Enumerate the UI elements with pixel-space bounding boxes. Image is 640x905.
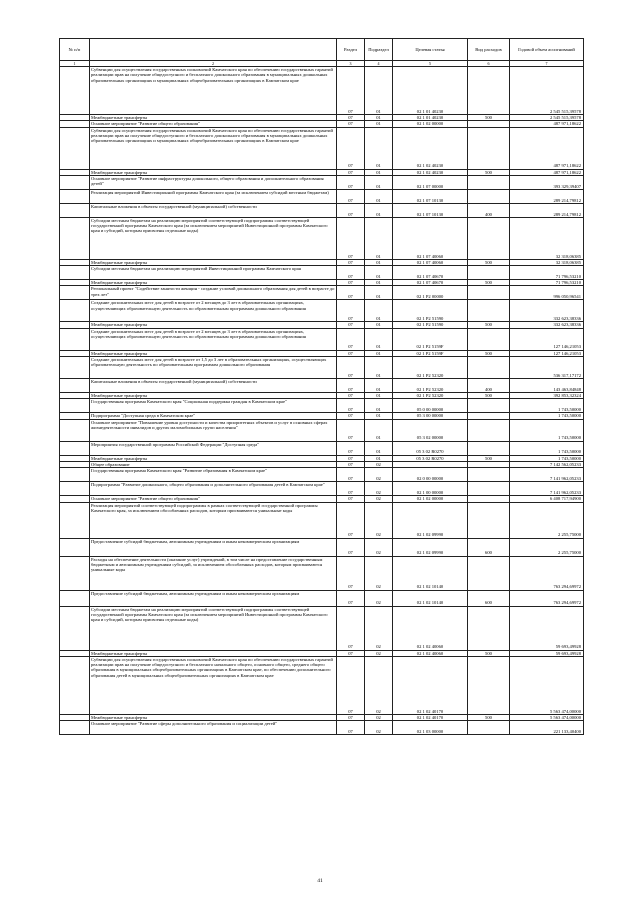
row-target-article: 02 1 07 10130: [393, 203, 468, 217]
row-expense-type: 500: [468, 393, 510, 399]
row-name: Межбюджетные трансферты: [90, 169, 337, 175]
row-expense-type: [468, 286, 510, 300]
row-amount: 1 743,50000: [510, 413, 584, 419]
row-expense-type: [468, 217, 510, 259]
table-row: [60, 266, 584, 280]
row-subsection: 01: [365, 121, 393, 127]
row-name: Межбюджетные трансферты: [90, 350, 337, 356]
header-row: [60, 39, 584, 61]
row-target-article: 02 1 07 40060: [393, 259, 468, 265]
row-expense-type: [468, 721, 510, 735]
row-amount: 7 141 962,05233: [510, 482, 584, 496]
table-row: [60, 419, 584, 441]
row-expense-type: [468, 357, 510, 379]
row-subsection: 02: [365, 590, 393, 606]
row-subsection: 02: [365, 461, 393, 467]
row-subsection: 01: [365, 300, 393, 322]
row-name: Общее образование: [90, 461, 337, 467]
row-expense-type: 500: [468, 259, 510, 265]
row-amount: 1 743,50000: [510, 441, 584, 455]
row-target-article: 05 3 02 00000: [393, 419, 468, 441]
row-target-article: 02 1 07 40060: [393, 217, 468, 259]
row-name: Создание дополнительных мест для детей в возрасте от 2 месяцев до 3 лет в образовательных организациях, осуществляющих образовательную деятельность по образовательным программам дошкольного образования: [90, 328, 337, 350]
row-amount: 71 796,53210: [510, 266, 584, 280]
row-target-article: 02 1 P2 51590: [393, 300, 468, 322]
row-subsection: 01: [365, 393, 393, 399]
row-section: 07: [337, 300, 365, 322]
row-name: Создание дополнительных мест для детей в возрасте от 1,5 до 3 лет в образовательных организациях, осуществляющих образовательную деятельность по образовательным программам дошкольного образования: [90, 357, 337, 379]
row-amount: 289 214,79812: [510, 189, 584, 203]
row-name: Мероприятия государственной программы Российской Федерации "Доступная среда": [90, 441, 337, 455]
table-row: [60, 379, 584, 393]
row-amount: 763 294,69972: [510, 556, 584, 590]
row-expense-type: 500: [468, 322, 510, 328]
row-subsection: 02: [365, 556, 393, 590]
row-name: Межбюджетные трансферты: [90, 259, 337, 265]
row-name: Создание дополнительных мест для детей в возрасте от 2 месяцев до 3 лет в образовательных организациях, осуществляющих образовательную деятельность по образовательным программам дошкольного образования: [90, 300, 337, 322]
row-target-article: 02 1 02 10140: [393, 556, 468, 590]
row-section: 07: [337, 379, 365, 393]
row-section: 07: [337, 259, 365, 265]
row-expense-type: [468, 419, 510, 441]
table-row: [60, 217, 584, 259]
row-name: Межбюджетные трансферты: [90, 455, 337, 461]
table-row: [60, 606, 584, 650]
row-expense-type: [468, 606, 510, 650]
row-subsection: 01: [365, 322, 393, 328]
row-number: [60, 721, 90, 735]
header-target-article: Целевая статья: [393, 39, 468, 61]
row-name: Реализация мероприятий Инвестиционной программы Камчатского края (за исключением субсидий местным бюджетам): [90, 189, 337, 203]
row-target-article: 02 1 02 40170: [393, 714, 468, 720]
table-row: [60, 502, 584, 538]
row-target-article: 02 1 07 10130: [393, 189, 468, 203]
row-subsection: 01: [365, 379, 393, 393]
row-name: Государственная программа Камчатского края "Социальная поддержка граждан в Камчатском крае": [90, 399, 337, 413]
row-subsection: 02: [365, 496, 393, 502]
row-subsection: 02: [365, 650, 393, 656]
row-amount: 2 255,75000: [510, 502, 584, 538]
row-name: Основное мероприятие "Повышение уровня доступности и качества приоритетных объектов и услуг в основных сферах жизнедеятельности инвалидов и других маломобильных групп населения": [90, 419, 337, 441]
row-number: [60, 556, 90, 590]
row-subsection: 01: [365, 328, 393, 350]
row-section: 07: [337, 606, 365, 650]
row-number: [60, 217, 90, 259]
row-number: [60, 67, 90, 115]
row-number: [60, 266, 90, 280]
row-expense-type: [468, 300, 510, 322]
row-section: 07: [337, 455, 365, 461]
row-number: [60, 175, 90, 189]
row-section: 07: [337, 67, 365, 115]
row-number: [60, 357, 90, 379]
row-subsection: 01: [365, 203, 393, 217]
row-section: 07: [337, 482, 365, 496]
row-subsection: 01: [365, 127, 393, 169]
row-amount: 487 971,18622: [510, 169, 584, 175]
row-target-article: 02 1 02 40230: [393, 169, 468, 175]
row-amount: 127 146,21053: [510, 328, 584, 350]
row-expense-type: [468, 556, 510, 590]
row-section: 07: [337, 441, 365, 455]
row-subsection: 02: [365, 482, 393, 496]
row-expense-type: [468, 266, 510, 280]
row-name: Субвенции для осуществления государственных полномочий Камчатского края по обеспечению государственных гарантий реализации прав на получение общедоступного и бесплатного дошкольного образования в муниципальных дошкольных образовательных организациях и муниципальных общеобразовательных организациях в Камчатском крае: [90, 67, 337, 115]
row-expense-type: [468, 67, 510, 115]
table-row: [60, 482, 584, 496]
row-expense-type: 400: [468, 379, 510, 393]
row-amount: 221 133,40400: [510, 721, 584, 735]
row-amount: 536 317,17172: [510, 357, 584, 379]
row-target-article: 02 1 01 40230: [393, 67, 468, 115]
row-name: Расходы на обеспечение деятельности (оказание услуг) учреждений, в том числе на предоставление государственным бюджетным и автономным учреждениям субсидий, за исключением обособленных расходов, которым присваиваются уникальные коды: [90, 556, 337, 590]
row-name: Подпрограмма "Развитие дошкольного, общего образования и дополнительного образования детей в Камчатском крае": [90, 482, 337, 496]
row-section: 07: [337, 169, 365, 175]
row-target-article: 02 1 P2 00000: [393, 286, 468, 300]
row-target-article: 02 1 P2 52320: [393, 393, 468, 399]
row-expense-type: [468, 441, 510, 455]
budget-table-sheet: [59, 38, 583, 735]
row-section: 07: [337, 286, 365, 300]
row-target-article: 02 1 02 00000: [393, 496, 468, 502]
row-section: 07: [337, 175, 365, 189]
row-amount: 996 050,96541: [510, 286, 584, 300]
row-amount: 1 743,50000: [510, 399, 584, 413]
row-amount: 6 408 717,94900: [510, 496, 584, 502]
row-target-article: 02 1 P2 5159F: [393, 328, 468, 350]
table-row: [60, 468, 584, 482]
row-amount: 71 796,53210: [510, 280, 584, 286]
row-number: [60, 399, 90, 413]
table-row: [60, 328, 584, 350]
row-section: 07: [337, 115, 365, 121]
row-target-article: 05 3 02 R0270: [393, 455, 468, 461]
header-expense-type: Вид расходов: [468, 39, 510, 61]
row-target-article: 02 1 02 40060: [393, 650, 468, 656]
row-subsection: 01: [365, 217, 393, 259]
row-amount: 2 545 515,39578: [510, 67, 584, 115]
row-name: Предоставление субсидий бюджетным, автономным учреждениям и иным некоммерческим организациям: [90, 538, 337, 556]
row-section: 07: [337, 350, 365, 356]
row-number: [60, 606, 90, 650]
row-target-article: 02 1 07 00000: [393, 175, 468, 189]
row-expense-type: [468, 656, 510, 714]
row-subsection: 01: [365, 115, 393, 121]
row-expense-type: [468, 328, 510, 350]
row-amount: 143 463,84848: [510, 379, 584, 393]
row-number: [60, 590, 90, 606]
header-number: № п/п: [60, 39, 90, 61]
row-number: [60, 286, 90, 300]
row-amount: 7 142 562,05233: [510, 461, 584, 467]
column-number: 5: [393, 61, 468, 67]
row-name: Региональный проект "Содействие занятости женщин - создание условий дошкольного образования для детей в возрасте до трех лет": [90, 286, 337, 300]
column-number: 6: [468, 61, 510, 67]
row-subsection: 02: [365, 468, 393, 482]
row-number: [60, 419, 90, 441]
row-name: Реализация мероприятий соответствующей подпрограммы в рамках соответствующей государственной программы Камчатского края, за исключением обособленных расходов, которым присваиваются уникальные коды: [90, 502, 337, 538]
column-number: 3: [337, 61, 365, 67]
table-row: [60, 175, 584, 189]
table-row: [60, 357, 584, 379]
row-name: Субсидии местным бюджетам на реализацию мероприятий Инвестиционной программы Камчатского края: [90, 266, 337, 280]
row-section: 07: [337, 461, 365, 467]
row-subsection: 01: [365, 280, 393, 286]
row-expense-type: 600: [468, 538, 510, 556]
page-number: 41: [317, 878, 323, 884]
row-expense-type: 500: [468, 115, 510, 121]
row-expense-type: [468, 399, 510, 413]
row-amount: 289 214,79812: [510, 203, 584, 217]
row-section: 07: [337, 496, 365, 502]
row-number: [60, 189, 90, 203]
table-row: [60, 300, 584, 322]
row-subsection: 01: [365, 413, 393, 419]
row-subsection: 02: [365, 656, 393, 714]
row-subsection: 01: [365, 67, 393, 115]
row-subsection: 01: [365, 399, 393, 413]
row-target-article: 02 1 P2 52320: [393, 357, 468, 379]
row-section: 07: [337, 203, 365, 217]
row-name: Субвенции для осуществления государственных полномочий Камчатского края по обеспечению государственных гарантий реализации прав на получение общедоступного и бесплатного начального общего, основного общего, среднего общего образования в муниципальных общеобразовательных организациях в Камчатском крае, по обеспечению дополнительного образования детей в муниципальных общеобразовательных организациях в Камчатском крае: [90, 656, 337, 714]
row-expense-type: [468, 175, 510, 189]
row-section: 07: [337, 721, 365, 735]
row-section: 07: [337, 714, 365, 720]
row-name: Субсидии местным бюджетам на реализацию мероприятий соответствующей подпрограммы соответствующей государственной программы Камчатского края (за исключением мероприятий Инвестиционной программы Камчатского края и субсидий, которым присвоены отдельные коды): [90, 217, 337, 259]
row-number: [60, 656, 90, 714]
row-section: 07: [337, 322, 365, 328]
row-amount: 32 318,06385: [510, 217, 584, 259]
row-number: [60, 468, 90, 482]
row-number: [60, 441, 90, 455]
row-section: 07: [337, 413, 365, 419]
row-number: [60, 127, 90, 169]
row-amount: 763 294,69972: [510, 590, 584, 606]
table-row: [60, 590, 584, 606]
row-section: 07: [337, 656, 365, 714]
table-row: [60, 286, 584, 300]
row-name: Субсидии местным бюджетам на реализацию мероприятий соответствующей подпрограммы соответствующей государственной программы Камчатского края (за исключением мероприятий Инвестиционной программы Камчатского края и субсидий, которым присвоены отдельные коды): [90, 606, 337, 650]
row-subsection: 01: [365, 286, 393, 300]
row-name: Межбюджетные трансферты: [90, 714, 337, 720]
row-expense-type: 500: [468, 280, 510, 286]
row-target-article: 02 1 07 40670: [393, 266, 468, 280]
table-body: [60, 67, 584, 735]
table-row: [60, 127, 584, 169]
row-target-article: 02 1 02 09990: [393, 502, 468, 538]
row-amount: 392 853,32324: [510, 393, 584, 399]
row-section: 07: [337, 328, 365, 350]
row-section: 07: [337, 502, 365, 538]
row-subsection: 02: [365, 714, 393, 720]
row-target-article: 05 3 02 R0270: [393, 441, 468, 455]
row-section: 07: [337, 266, 365, 280]
row-target-article: 05 3 00 00000: [393, 413, 468, 419]
row-amount: 332 623,38336: [510, 300, 584, 322]
row-number: [60, 203, 90, 217]
row-name: Капитальные вложения в объекты государственной (муниципальной) собственности: [90, 379, 337, 393]
row-subsection: 02: [365, 538, 393, 556]
row-subsection: 01: [365, 175, 393, 189]
row-subsection: 02: [365, 502, 393, 538]
row-amount: 32 318,06385: [510, 259, 584, 265]
row-target-article: 02 1 02 40060: [393, 606, 468, 650]
row-section: 07: [337, 650, 365, 656]
row-section: 07: [337, 217, 365, 259]
row-amount: 59 693,49928: [510, 650, 584, 656]
row-subsection: 01: [365, 169, 393, 175]
row-number: [60, 379, 90, 393]
row-name: Государственная программа Камчатского края "Развитие образования в Камчатском крае": [90, 468, 337, 482]
row-amount: 7 141 962,05233: [510, 468, 584, 482]
row-subsection: 01: [365, 259, 393, 265]
row-target-article: 02 1 02 40170: [393, 656, 468, 714]
row-expense-type: [468, 127, 510, 169]
row-number: [60, 482, 90, 496]
budget-table: [59, 38, 584, 735]
row-amount: 2 255,75000: [510, 538, 584, 556]
row-section: 07: [337, 590, 365, 606]
row-expense-type: [468, 189, 510, 203]
table-row: [60, 189, 584, 203]
row-target-article: 02 1 P2 52320: [393, 379, 468, 393]
row-expense-type: [468, 482, 510, 496]
row-section: 07: [337, 399, 365, 413]
row-expense-type: 500: [468, 455, 510, 461]
row-name: Капитальные вложения в объекты государственной (муниципальной) собственности: [90, 203, 337, 217]
row-name: Межбюджетные трансферты: [90, 280, 337, 286]
row-expense-type: 500: [468, 650, 510, 656]
table-row: [60, 656, 584, 714]
row-amount: 487 971,18622: [510, 121, 584, 127]
row-name: Предоставление субсидий бюджетным, автономным учреждениям и иным некоммерческим организациям: [90, 590, 337, 606]
row-expense-type: 500: [468, 169, 510, 175]
row-amount: 1 743,50000: [510, 455, 584, 461]
row-target-article: 02 1 P2 51590: [393, 322, 468, 328]
row-name: Межбюджетные трансферты: [90, 393, 337, 399]
row-name: Межбюджетные трансферты: [90, 322, 337, 328]
row-name: Субвенции для осуществления государственных полномочий Камчатского края по обеспечению государственных гарантий реализации прав на получение общедоступного и бесплатного дошкольного образования в муниципальных дошкольных образовательных организациях и муниципальных общеобразовательных организациях в Камчатском крае: [90, 127, 337, 169]
row-expense-type: [468, 502, 510, 538]
column-number: 4: [365, 61, 393, 67]
row-subsection: 01: [365, 357, 393, 379]
row-target-article: 02 1 02 09990: [393, 538, 468, 556]
row-amount: 5 563 474,00000: [510, 714, 584, 720]
column-number: 2: [90, 61, 337, 67]
table-row: [60, 538, 584, 556]
row-target-article: 02 1 02 00000: [393, 121, 468, 127]
row-section: 07: [337, 468, 365, 482]
column-number: 7: [510, 61, 584, 67]
row-number: [60, 502, 90, 538]
row-expense-type: 600: [468, 590, 510, 606]
row-subsection: 01: [365, 441, 393, 455]
row-name: Основное мероприятие "Развитие общего образования": [90, 121, 337, 127]
row-section: 07: [337, 127, 365, 169]
row-name: Основное мероприятие "Развитие инфраструктуры дошкольного, общего образования и дополнительного образования детей": [90, 175, 337, 189]
table-row: [60, 203, 584, 217]
row-amount: 5 563 474,00000: [510, 656, 584, 714]
row-amount: 332 623,38336: [510, 322, 584, 328]
row-amount: 127 146,21053: [510, 350, 584, 356]
row-name: Межбюджетные трансферты: [90, 650, 337, 656]
row-name: Основное мероприятие "Развитие общего образования": [90, 496, 337, 502]
header-name: [90, 39, 337, 61]
row-subsection: 01: [365, 419, 393, 441]
row-section: 07: [337, 357, 365, 379]
row-section: 07: [337, 121, 365, 127]
row-section: 07: [337, 556, 365, 590]
row-expense-type: 500: [468, 350, 510, 356]
row-subsection: 01: [365, 266, 393, 280]
row-subsection: 02: [365, 721, 393, 735]
row-subsection: 01: [365, 189, 393, 203]
row-expense-type: 400: [468, 203, 510, 217]
row-amount: 59 693,49928: [510, 606, 584, 650]
row-amount: 1 743,50000: [510, 419, 584, 441]
row-subsection: 02: [365, 606, 393, 650]
row-number: [60, 328, 90, 350]
row-target-article: 02 1 03 00000: [393, 721, 468, 735]
row-target-article: 02 1 00 00000: [393, 482, 468, 496]
row-target-article: 02 0 00 00000: [393, 468, 468, 482]
row-target-article: 02 1 02 40230: [393, 127, 468, 169]
row-expense-type: 500: [468, 714, 510, 720]
row-target-article: 02 1 02 10140: [393, 590, 468, 606]
row-number: [60, 538, 90, 556]
column-number: 1: [60, 61, 90, 67]
table-row: [60, 556, 584, 590]
row-name: Основное мероприятие "Развитие сферы дополнительного образования и социализации детей": [90, 721, 337, 735]
header-section: Раздел: [337, 39, 365, 61]
row-name: Подпрограмма "Доступная среда в Камчатском крае": [90, 413, 337, 419]
header-subsection: Подраздел: [365, 39, 393, 61]
row-target-article: 02 1 01 40230: [393, 115, 468, 121]
table-row: [60, 721, 584, 735]
row-name: Межбюджетные трансферты: [90, 115, 337, 121]
row-amount: 393 329,39407: [510, 175, 584, 189]
row-section: 07: [337, 393, 365, 399]
row-number: [60, 300, 90, 322]
row-amount: 2 545 515,39578: [510, 115, 584, 121]
row-expense-type: [468, 468, 510, 482]
header-annual-amount: Годовой объем ассигнований: [510, 39, 584, 61]
row-section: 07: [337, 538, 365, 556]
row-target-article: 05 0 00 00000: [393, 399, 468, 413]
row-target-article: 02 1 07 40670: [393, 280, 468, 286]
table-row: [60, 67, 584, 115]
table-row: [60, 399, 584, 413]
row-subsection: 01: [365, 455, 393, 461]
row-section: 07: [337, 280, 365, 286]
row-target-article: 02 1 P2 5159F: [393, 350, 468, 356]
row-subsection: 01: [365, 350, 393, 356]
row-amount: 487 971,18622: [510, 127, 584, 169]
row-section: 07: [337, 189, 365, 203]
row-section: 07: [337, 419, 365, 441]
table-row: [60, 441, 584, 455]
